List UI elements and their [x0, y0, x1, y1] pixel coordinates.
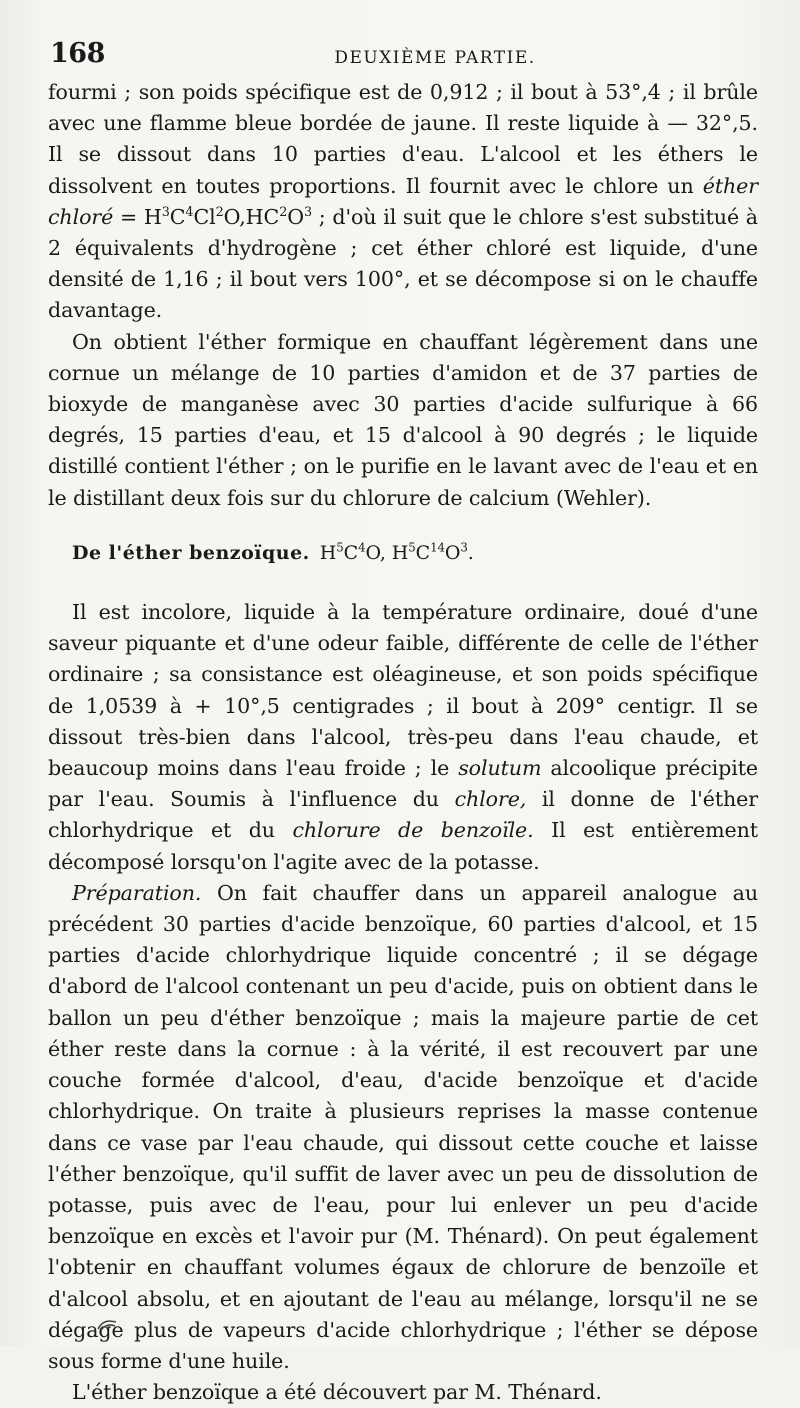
- text-run: alcoolique précipite par l'eau. Soumis à l'influence du: [48, 756, 758, 812]
- formula-sup: 5: [336, 540, 344, 555]
- body-text: [48, 77, 758, 1408]
- italic-term: chlorure de benzoïle.: [292, 818, 534, 843]
- formula-part: C: [169, 204, 186, 229]
- italic-term: chlore,: [454, 787, 527, 812]
- printer-ornament-icon: [96, 1318, 118, 1332]
- paragraph-benzoique-properties: [48, 597, 758, 878]
- formula-part: O: [444, 541, 461, 564]
- italic-term: éther chloré: [48, 173, 758, 229]
- formula-part: .: [467, 541, 474, 564]
- formula-part: Cl: [193, 204, 216, 229]
- formula-sup: 5: [408, 540, 416, 555]
- section-title: De l'éther benzoïque.: [72, 541, 310, 564]
- formula-part: = H: [113, 204, 162, 229]
- italic-term: solutum: [458, 756, 542, 781]
- paragraph-benzoique-discovery: L'éther benzoïque a été découvert par M. Thénard.: [72, 1380, 602, 1405]
- formula-sup: 3: [304, 204, 313, 220]
- formula-part: O: [287, 204, 305, 229]
- formula-sup: 3: [161, 204, 170, 220]
- formula-sup: 2: [279, 204, 288, 220]
- section-heading-ether-benzoique: [48, 538, 758, 569]
- text-run: ; d'où il suit que le chlore s'est substitué à 2 équivalents d'hydrogène ; cet éther chloré est liquide, d'une densité de 1,16 ; il bout vers 100°, et se décompose si on le chauffe davantage.: [48, 204, 758, 323]
- formula-sup: 3: [460, 540, 468, 555]
- paragraph-benzoique-preparation: [48, 878, 758, 1377]
- text-run: Il est entièrement décomposé lorsqu'on l'agite avec de la potasse.: [48, 818, 758, 874]
- text-run: fourmi ; son poids spécifique est de 0,912 ; il bout à 53°,4 ; il brûle avec une flamme bleue bordée de jaune. Il reste liquide à — 32°,5. Il se dissout dans 10 parties d'eau. L'alcool et les éthers le dissolvent en toutes proportions. Il fournit avec le chlore un: [48, 80, 758, 198]
- formula-part: C: [343, 541, 359, 564]
- formula-part: O, H: [365, 541, 409, 564]
- page-header: [50, 38, 750, 78]
- running-head: DEUXIÈME PARTIE.: [334, 48, 536, 68]
- text-run: On fait chauffer dans un appareil analogue au précédent 30 parties d'acide benzoïque, 60 parties d'alcool, et 15 parties d'acide chlorhydrique liquide concentré ; il se dégage d'abord de l'alcool contenant un peu d'acide, puis on obtient dans le ballon un peu d'éther benzoïque ; mais la majeure partie de cet éther reste dans la cornue : à la vérité, il est recouvert par une couche formée d'alcool, d'eau, d'acide benzoïque et d'acide chlorhydrique. On traite à plusieurs reprises la masse contenue dans ce vase par l'eau chaude, qui dissout cette couche et laisse l'éther benzoïque, qu'il suffit de laver avec un peu de dissolution de potasse, puis avec de l'eau, pour lui enlever un peu d'acide benzoïque en excès et l'avoir pur (M. Thénard). On peut également l'obtenir en chauffant volumes égaux de chlorure de benzoïle et d'alcool absolu, et en ajoutant de l'eau au mélange, lorsqu'il ne se dégage plus de vapeurs d'acide chlorhydrique ; l'éther se dépose sous forme d'une huile.: [48, 880, 758, 1373]
- page-number: 168: [50, 38, 105, 69]
- formula-part: H: [319, 541, 337, 564]
- formula-ether-benzoique: [320, 542, 474, 564]
- formula-sup: 4: [185, 204, 194, 220]
- paragraph-ether-formique-properties: [48, 77, 758, 327]
- formula-chlorinated-ether: [113, 205, 312, 229]
- text-run: Il est incolore, liquide à la température ordinaire, doué d'une saveur piquante et d'une odeur faible, différente de celle de l'éther ordinaire ; sa consistance est oléagineuse, et son poids spécifique de 1,0539 à + 10°,5 centigrades ; il bout à 209° centigr. Il se dissout très-bien dans l'alcool, très-peu dans l'eau chaude, et beaucoup moins dans l'eau froide ; le: [48, 600, 758, 781]
- formula-sup: 14: [430, 540, 445, 555]
- formula-sup: 2: [215, 204, 224, 220]
- formula-part: O,HC: [223, 204, 280, 229]
- formula-part: C: [415, 541, 431, 564]
- text-run: il donne de l'éther chlorhydrique et du: [48, 787, 759, 843]
- italic-label: Préparation.: [72, 880, 202, 905]
- formula-sup: 4: [358, 540, 366, 555]
- paragraph-ether-formique-preparation: On obtient l'éther formique en chauffant légèrement dans une cornue un mélange de 10 parties d'amidon et de 37 parties de bioxyde de manganèse avec 30 parties d'acide sulfurique à 66 degrés, 15 parties d'eau, et 15 d'alcool à 90 degrés ; le liquide distillé contient l'éther ; on le purifie en le lavant avec de l'eau et en le distillant deux fois sur du chlorure de calcium (Wehler).: [48, 329, 758, 510]
